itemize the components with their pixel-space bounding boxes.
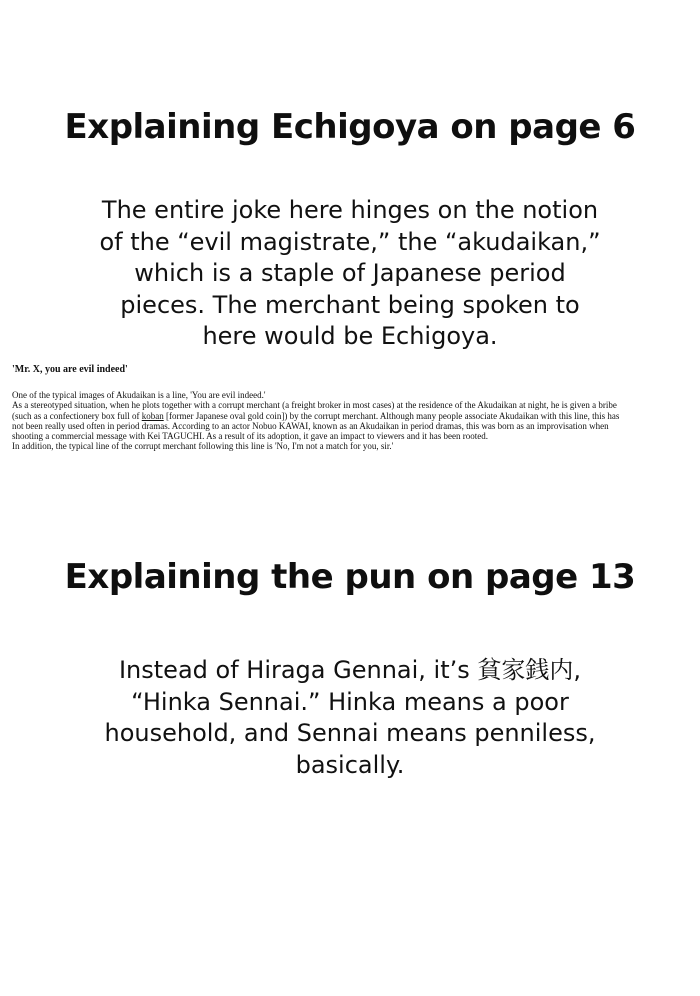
paragraph-line: here would be Echigoya. — [202, 322, 498, 350]
paragraph-pun — [60, 655, 640, 781]
excerpt-line: As a stereotyped situation, when he plots together with a corrupt merchant (a freight broker in most cases) at the residence of the Akudaikan at night, he is given a bribe — [12, 400, 617, 411]
excerpt-line — [12, 411, 688, 421]
excerpt-line: In addition, the typical line of the corrupt merchant following this line is 'No, I'm not a match for you, sir.' — [12, 441, 394, 452]
paragraph-line: Instead of Hiraga Gennai, it’s 貧家銭内, — [118, 656, 582, 684]
excerpt-text: [former Japanese oval gold coin]) by the corrupt merchant. Although many people associate Akudaikan with this line, this has — [163, 410, 620, 421]
excerpt-line: One of the typical images of Akudaikan is a line, 'You are evil indeed.' — [12, 390, 266, 400]
paragraph-line: which is a staple of Japanese period — [134, 259, 566, 287]
paragraph-line: The entire joke here hinges on the notion — [101, 196, 599, 224]
excerpt-body — [12, 390, 688, 452]
paragraph-line: pieces. The merchant being spoken to — [120, 290, 580, 319]
paragraph-line: of the “evil magistrate,” the “akudaikan,” — [99, 227, 601, 256]
paragraph-line: “Hinka Sennai.” Hinka means a poor — [131, 687, 569, 716]
excerpt-title: 'Mr. X, you are evil indeed' — [12, 364, 128, 375]
paragraph-line: household, and Sennai means penniless, — [104, 719, 596, 747]
paragraph-echigoya — [60, 195, 640, 353]
akudaikan-excerpt — [12, 364, 688, 452]
excerpt-line: not been really used often in period dramas. According to an actor Nobuo KAWAI, known as an Akudaikan in period dramas, this was born as an improvisation when — [12, 420, 609, 431]
koban-link[interactable]: koban — [141, 410, 164, 421]
excerpt-line: shooting a commercial message with Kei TAGUCHI. As a result of its adoption, it gave an impact to viewers and it has been rooted. — [12, 431, 489, 442]
paragraph-line: basically. — [295, 750, 405, 779]
heading-pun: Explaining the pun on page 13 — [64, 557, 636, 597]
excerpt-text: (such as a confectionery box full of — [12, 410, 142, 421]
heading-echigoya: Explaining Echigoya on page 6 — [64, 107, 636, 147]
